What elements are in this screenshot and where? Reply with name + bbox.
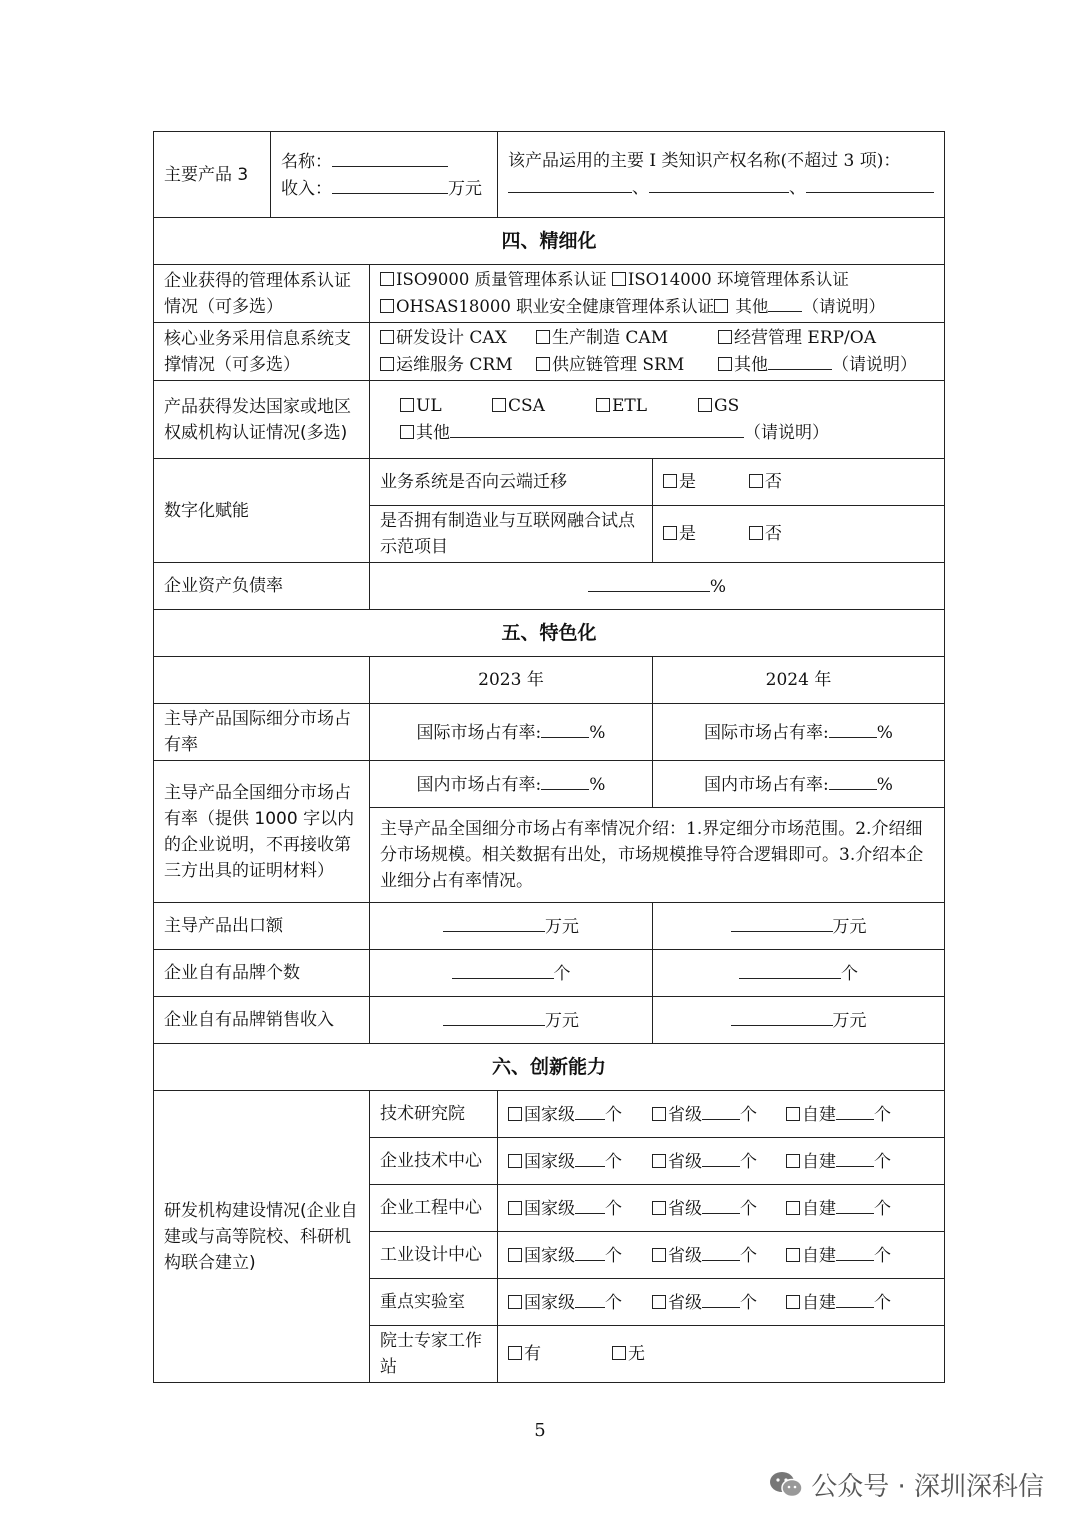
- checkbox-rd-2-self[interactable]: [786, 1201, 800, 1215]
- rd-3-provincial-label: 省级: [668, 1245, 702, 1266]
- product3-row: [154, 132, 945, 218]
- rd-1-self-field[interactable]: [836, 1148, 874, 1167]
- rd-options-0: [498, 1091, 945, 1138]
- brands-2024-field[interactable]: [739, 960, 841, 979]
- export-2024-unit: 万元: [832, 916, 867, 937]
- ip-field-1[interactable]: [508, 174, 632, 193]
- checkbox-rd-1-self[interactable]: [786, 1154, 800, 1168]
- digital-label: 数字化赋能: [154, 459, 370, 563]
- brands-2024: [653, 950, 945, 997]
- product3-ip: [498, 132, 945, 218]
- export-label: 主导产品出口额: [154, 903, 370, 950]
- rd-4-provincial-label: 省级: [668, 1292, 702, 1313]
- page-number: 5: [534, 1420, 546, 1441]
- rd-0-provincial-field[interactable]: [702, 1101, 740, 1120]
- checkbox-q2-yes[interactable]: [663, 526, 677, 540]
- rd-0-provincial-label: 省级: [668, 1104, 702, 1125]
- info-note: （请说明）: [832, 355, 917, 375]
- checkbox-info-other[interactable]: [718, 357, 732, 371]
- cert-options: [370, 381, 945, 459]
- brands-label: 企业自有品牌个数: [154, 950, 370, 997]
- rd-0-self-label: 自建: [802, 1104, 836, 1125]
- checkbox-q1-yes[interactable]: [663, 474, 677, 488]
- q2-yes: 是: [679, 524, 696, 544]
- academician-none: 无: [628, 1344, 645, 1364]
- rd-2-provincial-field[interactable]: [702, 1195, 740, 1214]
- brands-row: [154, 950, 945, 997]
- debt-field[interactable]: [588, 573, 710, 592]
- rd-2-provincial-unit: 个: [740, 1198, 757, 1219]
- rd-0-national-label: 国家级: [524, 1104, 575, 1125]
- domestic-2023-text: 国内市场占有率:: [416, 774, 542, 795]
- digital-q1-options: [653, 459, 945, 506]
- product3-name-income: [271, 132, 498, 218]
- checkbox-mgmt-other[interactable]: [714, 299, 728, 313]
- domestic-2024-field[interactable]: [829, 771, 877, 790]
- debt-row: [154, 563, 945, 610]
- rd-2-national-field[interactable]: [575, 1195, 605, 1214]
- domestic-row: [154, 761, 945, 808]
- year-2024: 2024 年: [653, 657, 945, 704]
- opt-cax: 研发设计 CAX: [396, 328, 507, 348]
- rd-1-national-field[interactable]: [575, 1148, 605, 1167]
- digital-q1: 业务系统是否向云端迁移: [370, 459, 653, 506]
- year-header-row: [154, 657, 945, 704]
- ip-field-2[interactable]: [649, 174, 789, 193]
- checkbox-cert-other[interactable]: [400, 425, 414, 439]
- intl-2023-field[interactable]: [541, 719, 589, 738]
- debt-value: [370, 563, 945, 610]
- rd-2-provincial-label: 省级: [668, 1198, 702, 1219]
- domestic-2024-text: 国内市场占有率:: [704, 774, 829, 795]
- brands-2023-unit: 个: [553, 963, 571, 984]
- checkbox-ohsas[interactable]: [380, 299, 394, 313]
- rd-3-self-field[interactable]: [836, 1242, 874, 1261]
- wechat-icon: [769, 1471, 803, 1499]
- rd-0-national-unit: 个: [605, 1104, 622, 1125]
- rd-4-provincial-unit: 个: [740, 1292, 757, 1313]
- rd-options-3: [498, 1232, 945, 1279]
- checkbox-rd-3-national[interactable]: [508, 1248, 522, 1262]
- rd-4-self-field[interactable]: [836, 1289, 874, 1308]
- brand-sales-2023-field[interactable]: [443, 1007, 545, 1026]
- rd-options-4: [498, 1279, 945, 1326]
- brands-2023-field[interactable]: [452, 960, 554, 979]
- debt-label: 企业资产负债率: [154, 563, 370, 610]
- application-form-table: [153, 131, 945, 1383]
- domestic-2023: [370, 761, 653, 808]
- income-field[interactable]: [332, 175, 448, 194]
- rd-1-self-label: 自建: [802, 1151, 836, 1172]
- ip-field-3[interactable]: [806, 174, 934, 193]
- info-other-field[interactable]: [768, 351, 832, 370]
- intl-2023-text: 国际市场占有率:: [416, 722, 542, 743]
- mgmt-row: [154, 265, 945, 323]
- brand-sales-row: [154, 997, 945, 1044]
- intl-label: 主导产品国际细分市场占有率: [154, 704, 370, 761]
- opt-gs: GS: [714, 396, 740, 416]
- rd-org-4: 重点实验室: [370, 1279, 498, 1326]
- q2-no: 否: [765, 524, 782, 544]
- digital-q2: 是否拥有制造业与互联网融合试点示范项目: [370, 506, 653, 563]
- q1-no: 否: [765, 472, 782, 492]
- intl-2023: [370, 704, 653, 761]
- opt-etl: ETL: [612, 396, 648, 416]
- rd-label: 研发机构建设情况(企业自建或与高等院校、科研机构联合建立): [154, 1091, 370, 1383]
- rd-1-provincial-label: 省级: [668, 1151, 702, 1172]
- info-row: [154, 323, 945, 381]
- rd-2-self-field[interactable]: [836, 1195, 874, 1214]
- rd-4-self-unit: 个: [874, 1292, 891, 1313]
- export-2023-field[interactable]: [443, 913, 545, 932]
- mgmt-other-field[interactable]: [768, 293, 802, 312]
- rd-1-provincial-unit: 个: [740, 1151, 757, 1172]
- mgmt-note: （请说明）: [802, 297, 885, 316]
- opt-crm: 运维服务 CRM: [396, 355, 513, 375]
- checkbox-rd-1-national[interactable]: [508, 1154, 522, 1168]
- checkbox-erp[interactable]: [718, 330, 732, 344]
- export-2024-field[interactable]: [731, 913, 833, 932]
- intl-2023-unit: %: [589, 722, 606, 743]
- rd-2-national-unit: 个: [605, 1198, 622, 1219]
- cert-other-field[interactable]: [450, 419, 744, 438]
- rd-0-provincial-unit: 个: [740, 1104, 757, 1125]
- opt-srm: 供应链管理 SRM: [552, 355, 685, 375]
- rd-0-self-unit: 个: [874, 1104, 891, 1125]
- export-2023-unit: 万元: [545, 916, 579, 937]
- domestic-2024-unit: %: [876, 774, 893, 795]
- checkbox-cax[interactable]: [380, 330, 394, 344]
- rd-1-national-unit: 个: [605, 1151, 622, 1172]
- rd-row-0: [154, 1091, 945, 1138]
- sep-2: 、: [789, 178, 806, 198]
- export-2023: [370, 903, 653, 950]
- year-2023: 2023 年: [370, 657, 653, 704]
- opt-ul: UL: [416, 396, 442, 416]
- checkbox-rd-2-provincial[interactable]: [652, 1201, 666, 1215]
- rd-0-self-field[interactable]: [836, 1101, 874, 1120]
- brand-sales-label: 企业自有品牌销售收入: [154, 997, 370, 1044]
- brand-sales-2023-unit: 万元: [545, 1010, 579, 1031]
- checkbox-q2-no[interactable]: [749, 526, 763, 540]
- ip-label: 该产品运用的主要 I 类知识产权名称(不超过 3 项)：: [508, 151, 901, 171]
- rd-3-self-label: 自建: [802, 1245, 836, 1266]
- opt-cam: 生产制造 CAM: [552, 328, 669, 348]
- rd-3-national-field[interactable]: [575, 1242, 605, 1261]
- opt-iso14000: ISO14000 环境管理体系认证: [627, 270, 849, 289]
- rd-3-national-label: 国家级: [524, 1245, 575, 1266]
- name-field[interactable]: [332, 148, 448, 167]
- export-row: [154, 903, 945, 950]
- domestic-2023-field[interactable]: [541, 771, 589, 790]
- domestic-label: 主导产品全国细分市场占有率（提供 1000 字以内的企业说明，不再接收第三方出具的证明材料）: [154, 761, 370, 903]
- section-6-title: 六、创新能力: [154, 1044, 945, 1091]
- checkbox-rd-4-provincial[interactable]: [652, 1295, 666, 1309]
- section-5-title: 五、特色化: [154, 610, 945, 657]
- rd-options-2: [498, 1185, 945, 1232]
- rd-4-national-label: 国家级: [524, 1292, 575, 1313]
- checkbox-q1-no[interactable]: [749, 474, 763, 488]
- rd-org-1: 企业技术中心: [370, 1138, 498, 1185]
- opt-erp: 经营管理 ERP/OA: [734, 328, 876, 348]
- rd-1-national-label: 国家级: [524, 1151, 575, 1172]
- rd-1-self-unit: 个: [874, 1151, 891, 1172]
- academician-have: 有: [524, 1344, 541, 1364]
- cert-note: （请说明）: [744, 423, 829, 443]
- checkbox-rd-3-provincial[interactable]: [652, 1248, 666, 1262]
- name-label: 名称：: [281, 151, 332, 172]
- opt-mgmt-other: 其他: [730, 297, 769, 316]
- rd-2-self-unit: 个: [874, 1198, 891, 1219]
- debt-unit: %: [709, 576, 727, 597]
- info-label: 核心业务采用信息系统支撑情况（可多选）: [154, 323, 370, 381]
- checkbox-iso14000[interactable]: [612, 272, 626, 286]
- checkbox-cam[interactable]: [536, 330, 550, 344]
- domestic-2024: [653, 761, 945, 808]
- digital-q2-options: [653, 506, 945, 563]
- checkbox-rd-3-self[interactable]: [786, 1248, 800, 1262]
- brand-sales-2024: [653, 997, 945, 1044]
- rd-2-self-label: 自建: [802, 1198, 836, 1219]
- year-header-blank: [154, 657, 370, 704]
- rd-3-provincial-field[interactable]: [702, 1242, 740, 1261]
- rd-org-academician: 院士专家工作站: [370, 1326, 498, 1383]
- opt-csa: CSA: [508, 396, 545, 416]
- intl-2024-text: 国际市场占有率:: [704, 722, 829, 743]
- checkbox-academician-have[interactable]: [508, 1346, 522, 1360]
- rd-4-national-unit: 个: [605, 1292, 622, 1313]
- domestic-description: 主导产品全国细分市场占有率情况介绍：1.界定细分市场范围。2.介绍细分市场规模。相关数据有出处，市场规模推导符合逻辑即可。3.介绍本企业细分占有率情况。: [370, 808, 945, 903]
- sep-1: 、: [632, 178, 649, 198]
- rd-org-3: 工业设计中心: [370, 1232, 498, 1279]
- info-options: [370, 323, 945, 381]
- income-unit: 万元: [448, 178, 482, 199]
- opt-ohsas: OHSAS18000 职业安全健康管理体系认证: [396, 297, 715, 316]
- income-label: 收入：: [281, 178, 332, 199]
- brands-2023: [370, 950, 653, 997]
- rd-4-self-label: 自建: [802, 1292, 836, 1313]
- rd-4-national-field[interactable]: [575, 1289, 605, 1308]
- rd-3-provincial-unit: 个: [740, 1245, 757, 1266]
- rd-3-national-unit: 个: [605, 1245, 622, 1266]
- brand-sales-2024-unit: 万元: [832, 1010, 867, 1031]
- q1-yes: 是: [679, 472, 696, 492]
- checkbox-rd-0-provincial[interactable]: [652, 1107, 666, 1121]
- rd-0-national-field[interactable]: [575, 1101, 605, 1120]
- rd-org-0: 技术研究院: [370, 1091, 498, 1138]
- product3-label: 主要产品 3: [154, 132, 271, 218]
- checkbox-rd-0-national[interactable]: [508, 1107, 522, 1121]
- mgmt-options: [370, 265, 945, 323]
- checkbox-rd-4-self[interactable]: [786, 1295, 800, 1309]
- rd-3-self-unit: 个: [874, 1245, 891, 1266]
- export-2024: [653, 903, 945, 950]
- rd-2-national-label: 国家级: [524, 1198, 575, 1219]
- digital-row-1: [154, 459, 945, 506]
- rd-options-1: [498, 1138, 945, 1185]
- intl-2024-unit: %: [876, 722, 893, 743]
- watermark: [769, 1466, 1044, 1503]
- rd-1-provincial-field[interactable]: [702, 1148, 740, 1167]
- checkbox-rd-0-self[interactable]: [786, 1107, 800, 1121]
- intl-2024: [653, 704, 945, 761]
- domestic-2023-unit: %: [589, 774, 606, 795]
- mgmt-label: 企业获得的管理体系认证情况（可多选）: [154, 265, 370, 323]
- rd-org-2: 企业工程中心: [370, 1185, 498, 1232]
- checkbox-iso9000[interactable]: [380, 272, 394, 286]
- checkbox-ul[interactable]: [400, 398, 414, 412]
- checkbox-etl[interactable]: [596, 398, 610, 412]
- checkbox-rd-2-national[interactable]: [508, 1201, 522, 1215]
- academician-options: [498, 1326, 945, 1383]
- intl-row: [154, 704, 945, 761]
- checkbox-rd-1-provincial[interactable]: [652, 1154, 666, 1168]
- intl-2024-field[interactable]: [829, 719, 877, 738]
- opt-iso9000: ISO9000 质量管理体系认证: [396, 270, 607, 289]
- opt-cert-other: 其他: [416, 423, 450, 443]
- brand-sales-2024-field[interactable]: [731, 1007, 833, 1026]
- checkbox-csa[interactable]: [492, 398, 506, 412]
- form-page: [153, 131, 944, 1383]
- brand-sales-2023: [370, 997, 653, 1044]
- opt-info-other: 其他: [734, 355, 768, 375]
- checkbox-gs[interactable]: [698, 398, 712, 412]
- cert-label: 产品获得发达国家或地区权威机构认证情况(多选): [154, 381, 370, 459]
- checkbox-srm[interactable]: [536, 357, 550, 371]
- watermark-text: 公众号 · 深圳深科信: [811, 1472, 1044, 1502]
- checkbox-rd-4-national[interactable]: [508, 1295, 522, 1309]
- checkbox-crm[interactable]: [380, 357, 394, 371]
- section-4-title: 四、精细化: [154, 218, 945, 265]
- rd-4-provincial-field[interactable]: [702, 1289, 740, 1308]
- brands-2024-unit: 个: [841, 963, 858, 984]
- cert-row: [154, 381, 945, 459]
- checkbox-academician-none[interactable]: [612, 1346, 626, 1360]
